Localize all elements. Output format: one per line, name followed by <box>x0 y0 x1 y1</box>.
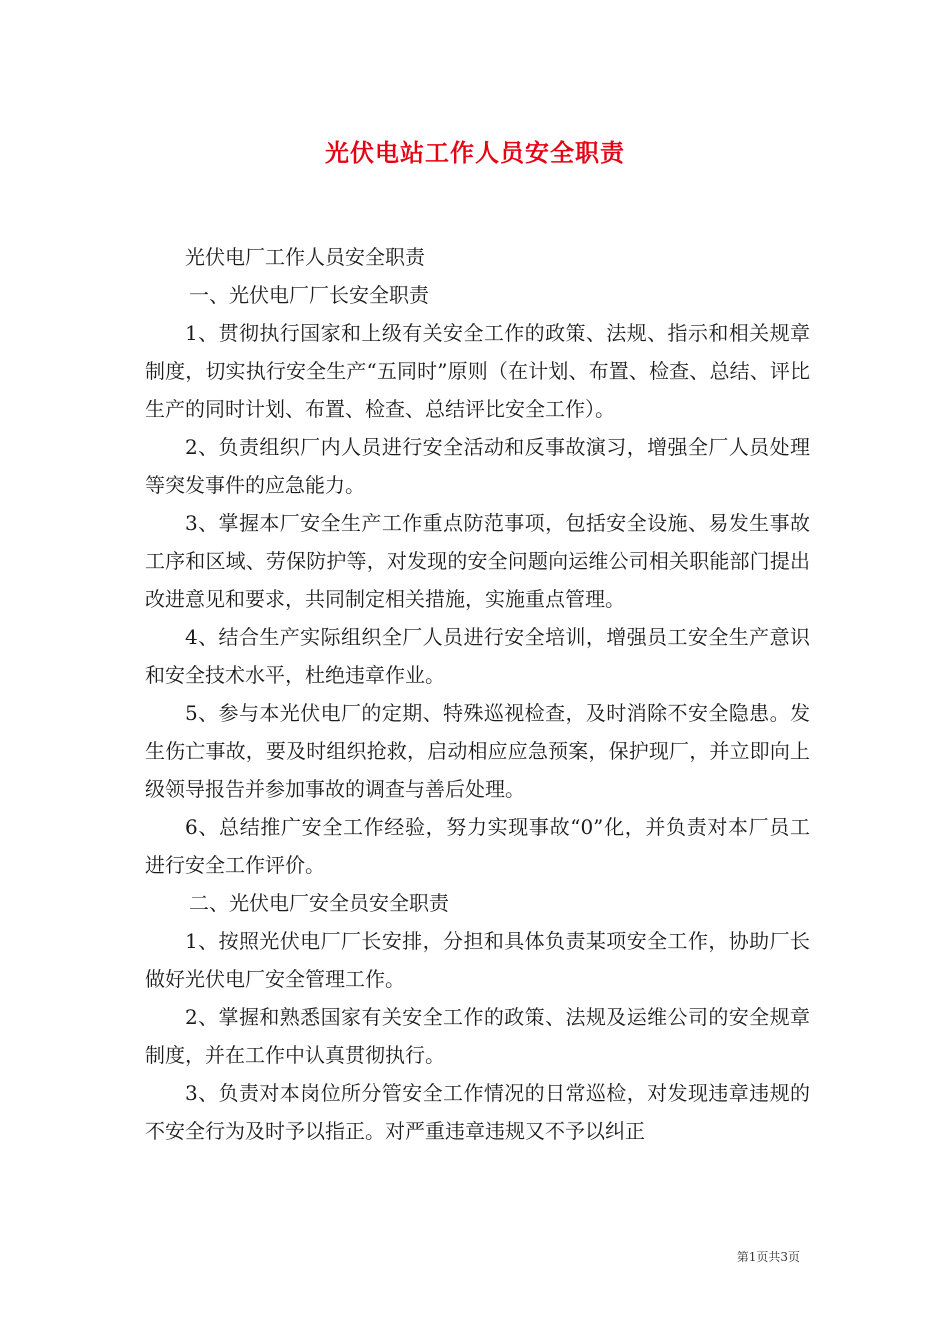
document-body <box>145 238 810 1150</box>
paragraph: 3、掌握本厂安全生产工作重点防范事项，包括安全设施、易发生事故工序和区域、劳保防护等，对发现的安全问题向运维公司相关职能部门提出改进意见和要求，共同制定相关措施，实施重点管理。 <box>145 511 810 611</box>
paragraph: 1、贯彻执行国家和上级有关安全工作的政策、法规、指示和相关规章制度，切实执行安全生产“五同时”原则（在计划、布置、检查、总结、评比生产的同时计划、布置、检查、总结评比安全工作）。 <box>145 321 810 421</box>
paragraph: 6、总结推广安全工作经验，努力实现事故“0”化，并负责对本厂员工进行安全工作评价。 <box>145 815 810 877</box>
paragraph: 1、按照光伏电厂厂长安排，分担和具体负责某项安全工作，协助厂长做好光伏电厂安全管理工作。 <box>145 929 810 991</box>
document-title: 光伏电站工作人员安全职责 <box>325 138 625 167</box>
paragraph-heading: 光伏电厂工作人员安全职责 <box>185 245 425 269</box>
paragraph: 2、负责组织厂内人员进行安全活动和反事故演习，增强全厂人员处理等突发事件的应急能力。 <box>145 435 810 497</box>
paragraph: 2、掌握和熟悉国家有关安全工作的政策、法规及运维公司的安全规章制度，并在工作中认真贯彻执行。 <box>145 1005 810 1067</box>
paragraph: 5、参与本光伏电厂的定期、特殊巡视检查，及时消除不安全隐患。发生伤亡事故，要及时组织抢救，启动相应应急预案，保护现厂，并立即向上级领导报告并参加事故的调查与善后处理。 <box>145 701 810 801</box>
paragraph: 3、负责对本岗位所分管安全工作情况的日常巡检，对发现违章违规的不安全行为及时予以指正。对严重违章违规又不予以纠正 <box>145 1081 810 1143</box>
section-heading-2: 二、光伏电厂安全员安全职责 <box>189 891 449 915</box>
page-number: 第1页共3页 <box>736 1250 800 1264</box>
paragraph: 4、结合生产实际组织全厂人员进行安全培训，增强员工安全生产意识和安全技术水平，杜绝违章作业。 <box>145 625 810 687</box>
section-heading-1: 一、光伏电厂厂长安全职责 <box>189 283 429 307</box>
